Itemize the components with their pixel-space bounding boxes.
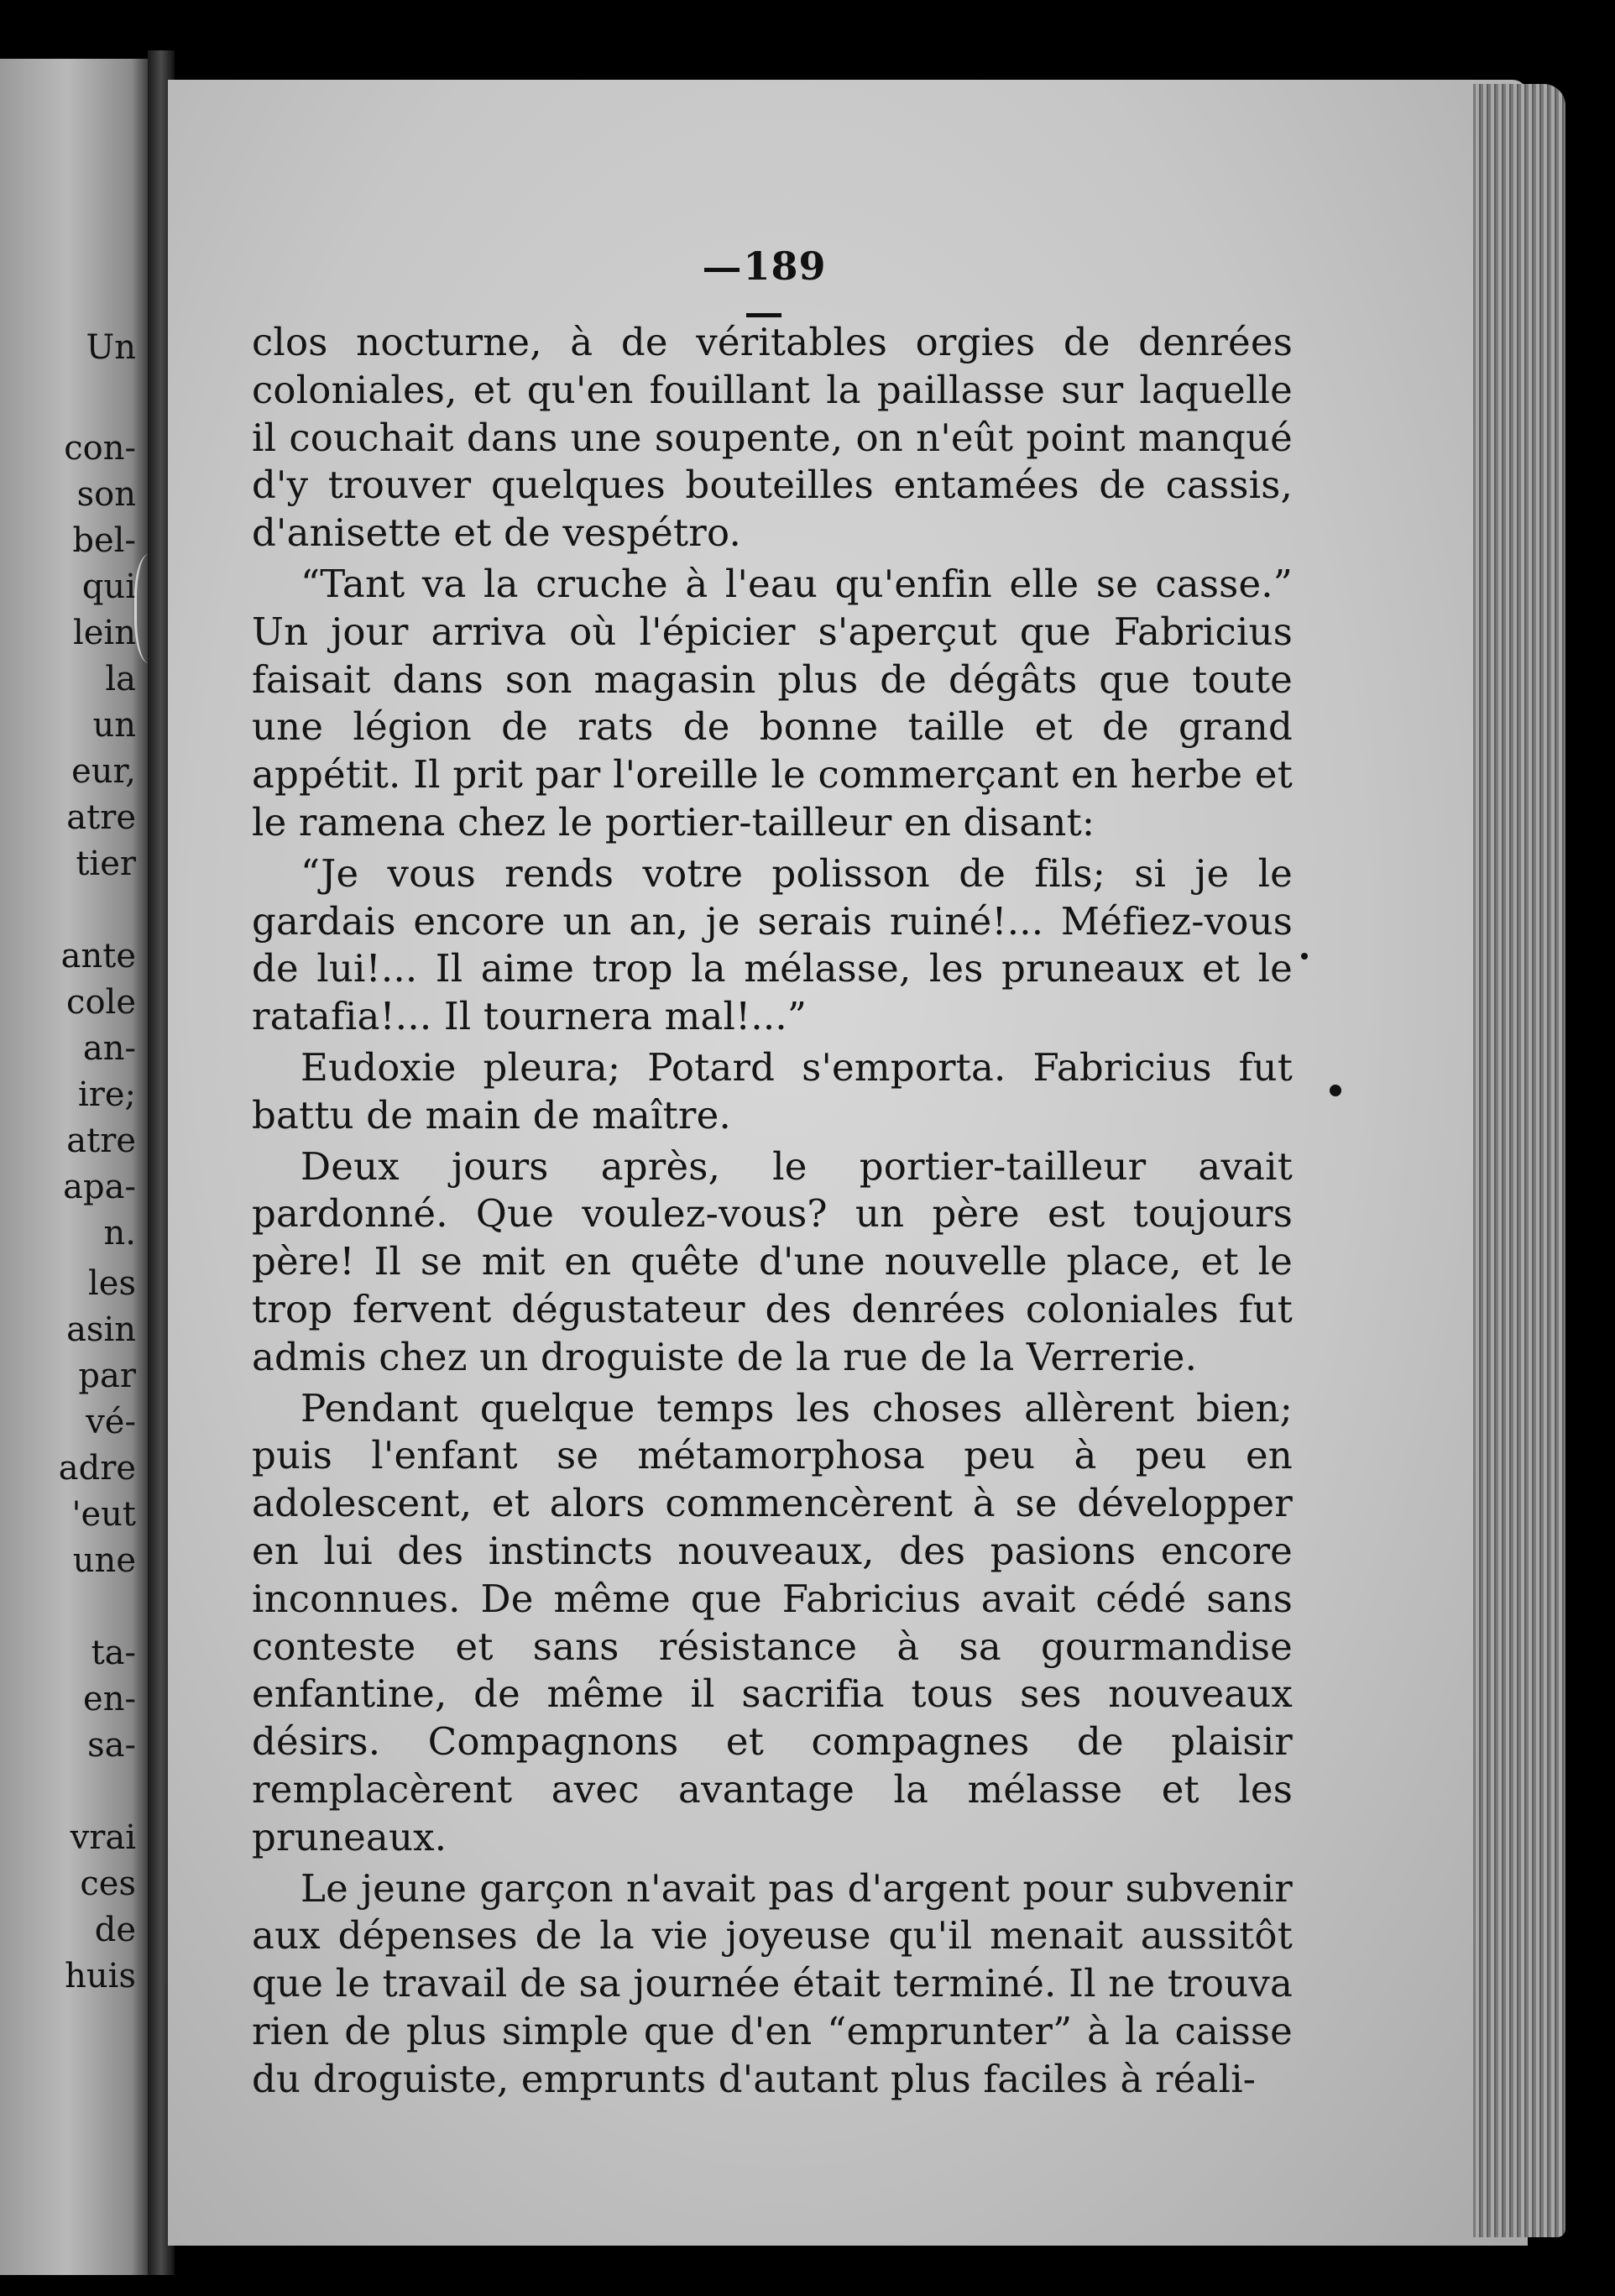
left-page-fragment: vé-: [86, 1403, 136, 1441]
left-page-fragment: ante: [60, 937, 136, 975]
left-page-fragment: huis: [65, 1957, 136, 1995]
left-page-fragment: ces: [80, 1865, 136, 1903]
paragraph: Le jeune garçon n'avait pas d'argent pour subvenir aux dépenses de la vie joyeuse qu'il menait aussitôt que le travail de sa journée était terminé. Il ne trouva rien de plus simple que d'en “emprunter” à la caisse du droguiste, emprunts d'autant plus faciles à réali-: [252, 1865, 1293, 2101]
left-facing-page: [0, 59, 149, 2275]
left-page-fragment: eur,: [71, 752, 136, 791]
left-page-fragment: 'eut: [71, 1495, 136, 1534]
left-page-fragment: lein: [72, 614, 136, 652]
left-page-fragment: tier: [76, 845, 136, 883]
left-page-fragment: ire;: [77, 1075, 136, 1114]
left-page-fragment: apa-: [63, 1168, 136, 1206]
left-page-fragment: son: [76, 475, 136, 514]
left-page-fragment: vrai: [70, 1818, 136, 1857]
left-page-fragment: adre: [58, 1449, 136, 1488]
left-page-fragment: qui: [81, 567, 136, 606]
left-page-fragment: Un: [86, 328, 136, 367]
left-page-fragment: une: [72, 1541, 136, 1580]
dash-right: [746, 313, 781, 317]
left-page-fragment: an-: [82, 1029, 136, 1068]
left-page-fragment: n.: [103, 1214, 136, 1253]
left-page-fragment: la: [105, 660, 136, 698]
left-page-fragment: ta-: [91, 1634, 136, 1672]
left-page-fragment: de: [94, 1911, 136, 1949]
paragraph: “Tant va la cruche à l'eau qu'enfin elle se casse.” Un jour arriva où l'épicier s'aperçut que Fabricius faisait dans son magasin plus de dégâts que toute une légion de rats de bonne taille et de grand appétit. Il prit par l'oreille le commerçant en herbe et le ramena chez le portier-tailleur en disant:: [252, 561, 1293, 845]
left-page-fragment: asin: [66, 1310, 136, 1349]
paragraph: Eudoxie pleura; Potard s'emporta. Fabricius fut battu de main de maître.: [252, 1044, 1293, 1138]
left-page-fragment: bel-: [72, 521, 136, 560]
left-page-fragment: atre: [66, 798, 136, 837]
left-page-fragment: en-: [83, 1680, 136, 1718]
dash-left: [704, 268, 740, 272]
margin-speck: [1301, 953, 1308, 960]
margin-dot: [1330, 1085, 1341, 1096]
left-page-fragment: par: [78, 1357, 136, 1395]
left-page-fragment: sa-: [87, 1726, 136, 1765]
left-page-fragment: cole: [66, 983, 136, 1022]
paragraph: Pendant quelque temps les choses allèrent bien; puis l'enfant se métamorphosa peu à peu en adolescent, et alors commencèrent à se développer en lui des instincts nouveaux, des pasions encore inconnues. De même que Fabricius avait cédé sans conteste et sans résistance à sa gourmandise enfantine, de même il sacrifia tous ses nouveaux désirs. Compagnons et compagnes de plaisir remplacèrent avec avantage la mélasse et les pruneaux.: [252, 1385, 1293, 1859]
body-text: [252, 319, 1293, 2103]
paragraph: Deux jours après, le portier-tailleur avait pardonné. Que voulez-vous? un père est toujours père! Il se mit en quête d'une nouvelle place, et le trop fervent dégustateur des denrées coloniales fut admis chez un droguiste de la rue de la Verrerie.: [252, 1143, 1293, 1379]
page-number-value: 189: [743, 243, 827, 289]
paragraph: “Je vous rends votre polisson de fils; si je le gardais encore un an, je serais ruiné!... Méfiez-vous de lui!... Il aime trop la mélasse, les pruneaux et le ratafia!... Il tournera mal!...”: [252, 850, 1293, 1039]
paragraph: clos nocturne, à de véritables orgies de denrées coloniales, et qu'en fouillant la paillasse sur laquelle il couchait dans une soupente, on n'eût point manqué d'y trouver quelques bouteilles entamées de cassis, d'anisette et de vespétro.: [252, 320, 1293, 556]
left-page-fragment: con-: [64, 429, 136, 468]
left-page-fragment: les: [88, 1264, 136, 1303]
left-page-fragment: un: [92, 706, 136, 745]
left-page-fragment: atre: [66, 1122, 136, 1160]
binding-thread: [134, 554, 170, 663]
page-edges: [1473, 84, 1565, 2237]
